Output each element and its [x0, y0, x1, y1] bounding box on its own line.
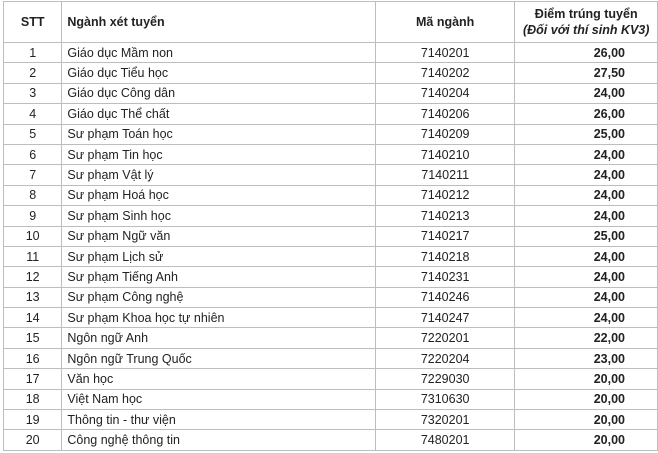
cell-major-code: 7140231	[375, 267, 514, 287]
cell-score: 20,00	[515, 430, 658, 450]
cell-major-name: Sư phạm Sinh học	[62, 206, 376, 226]
cell-major-name: Sư phạm Ngữ văn	[62, 226, 376, 246]
cell-major-code: 7220201	[375, 328, 514, 348]
cell-major-name: Việt Nam học	[62, 389, 376, 409]
cell-major-code: 7140210	[375, 144, 514, 164]
cell-major-code: 7320201	[375, 410, 514, 430]
cell-stt: 10	[4, 226, 62, 246]
table-row	[4, 287, 658, 307]
cell-major-name: Giáo dục Thể chất	[62, 104, 376, 124]
header-score-label: Điểm trúng tuyển	[534, 7, 638, 21]
cell-major-name: Ngôn ngữ Trung Quốc	[62, 348, 376, 368]
cell-stt: 12	[4, 267, 62, 287]
cell-stt: 6	[4, 144, 62, 164]
cell-major-code: 7140247	[375, 308, 514, 328]
cell-score: 24,00	[515, 185, 658, 205]
cell-score: 25,00	[515, 124, 658, 144]
table-row	[4, 144, 658, 164]
cell-stt: 20	[4, 430, 62, 450]
table-row	[4, 83, 658, 103]
cell-major-code: 7140202	[375, 63, 514, 83]
cell-score: 24,00	[515, 83, 658, 103]
cell-score: 24,00	[515, 308, 658, 328]
header-major-name: Ngành xét tuyển	[62, 2, 376, 43]
table-row	[4, 430, 658, 450]
header-score-note: (Đối với thí sinh KV3)	[522, 23, 650, 37]
table-row	[4, 165, 658, 185]
cell-major-code: 7480201	[375, 430, 514, 450]
cell-major-name: Công nghệ thông tin	[62, 430, 376, 450]
cell-stt: 2	[4, 63, 62, 83]
cell-major-name: Văn học	[62, 369, 376, 389]
cell-major-name: Sư phạm Lịch sử	[62, 246, 376, 266]
cell-stt: 15	[4, 328, 62, 348]
cell-major-code: 7140211	[375, 165, 514, 185]
table-row	[4, 104, 658, 124]
cell-score: 26,00	[515, 43, 658, 63]
cell-stt: 8	[4, 185, 62, 205]
cell-stt: 4	[4, 104, 62, 124]
cell-stt: 1	[4, 43, 62, 63]
cell-score: 24,00	[515, 165, 658, 185]
table-row	[4, 124, 658, 144]
cell-major-name: Sư phạm Tin học	[62, 144, 376, 164]
cell-score: 26,00	[515, 104, 658, 124]
table-row	[4, 369, 658, 389]
cell-score: 20,00	[515, 389, 658, 409]
cell-stt: 17	[4, 369, 62, 389]
table-row	[4, 410, 658, 430]
cell-stt: 16	[4, 348, 62, 368]
table-row	[4, 308, 658, 328]
cell-major-code: 7140212	[375, 185, 514, 205]
table-row	[4, 185, 658, 205]
table-row	[4, 63, 658, 83]
cell-major-name: Thông tin - thư viện	[62, 410, 376, 430]
cell-major-name: Sư phạm Tiếng Anh	[62, 267, 376, 287]
cell-score: 23,00	[515, 348, 658, 368]
cell-major-code: 7140217	[375, 226, 514, 246]
cell-score: 20,00	[515, 369, 658, 389]
table-row	[4, 206, 658, 226]
table-row	[4, 267, 658, 287]
table-row	[4, 389, 658, 409]
cell-major-name: Giáo dục Công dân	[62, 83, 376, 103]
cell-major-code: 7140246	[375, 287, 514, 307]
header-stt: STT	[4, 2, 62, 43]
header-major-code: Mã ngành	[375, 2, 514, 43]
cell-stt: 13	[4, 287, 62, 307]
cell-major-name: Giáo dục Mầm non	[62, 43, 376, 63]
cell-major-name: Sư phạm Khoa học tự nhiên	[62, 308, 376, 328]
cell-major-name: Sư phạm Vật lý	[62, 165, 376, 185]
table-header-row	[4, 2, 658, 43]
table-row	[4, 246, 658, 266]
cell-score: 27,50	[515, 63, 658, 83]
cell-stt: 14	[4, 308, 62, 328]
table-row	[4, 328, 658, 348]
cell-score: 24,00	[515, 287, 658, 307]
cell-major-code: 7140204	[375, 83, 514, 103]
cell-major-code: 7140209	[375, 124, 514, 144]
cell-score: 20,00	[515, 410, 658, 430]
admission-scores-table	[3, 1, 658, 451]
cell-score: 24,00	[515, 267, 658, 287]
cell-major-code: 7140213	[375, 206, 514, 226]
cell-major-code: 7310630	[375, 389, 514, 409]
cell-score: 22,00	[515, 328, 658, 348]
cell-score: 24,00	[515, 246, 658, 266]
table-row	[4, 348, 658, 368]
cell-stt: 11	[4, 246, 62, 266]
cell-score: 24,00	[515, 206, 658, 226]
cell-major-name: Sư phạm Toán học	[62, 124, 376, 144]
cell-stt: 7	[4, 165, 62, 185]
table-row	[4, 43, 658, 63]
cell-major-code: 7140201	[375, 43, 514, 63]
cell-major-name: Ngôn ngữ Anh	[62, 328, 376, 348]
cell-major-name: Sư phạm Công nghệ	[62, 287, 376, 307]
cell-major-code: 7140206	[375, 104, 514, 124]
cell-major-code: 7229030	[375, 369, 514, 389]
cell-stt: 19	[4, 410, 62, 430]
cell-major-code: 7140218	[375, 246, 514, 266]
table-row	[4, 226, 658, 246]
cell-major-name: Giáo dục Tiểu học	[62, 63, 376, 83]
cell-stt: 3	[4, 83, 62, 103]
cell-stt: 9	[4, 206, 62, 226]
cell-stt: 5	[4, 124, 62, 144]
cell-score: 25,00	[515, 226, 658, 246]
cell-major-name: Sư phạm Hoá học	[62, 185, 376, 205]
cell-major-code: 7220204	[375, 348, 514, 368]
cell-stt: 18	[4, 389, 62, 409]
cell-score: 24,00	[515, 144, 658, 164]
header-score	[515, 2, 658, 43]
